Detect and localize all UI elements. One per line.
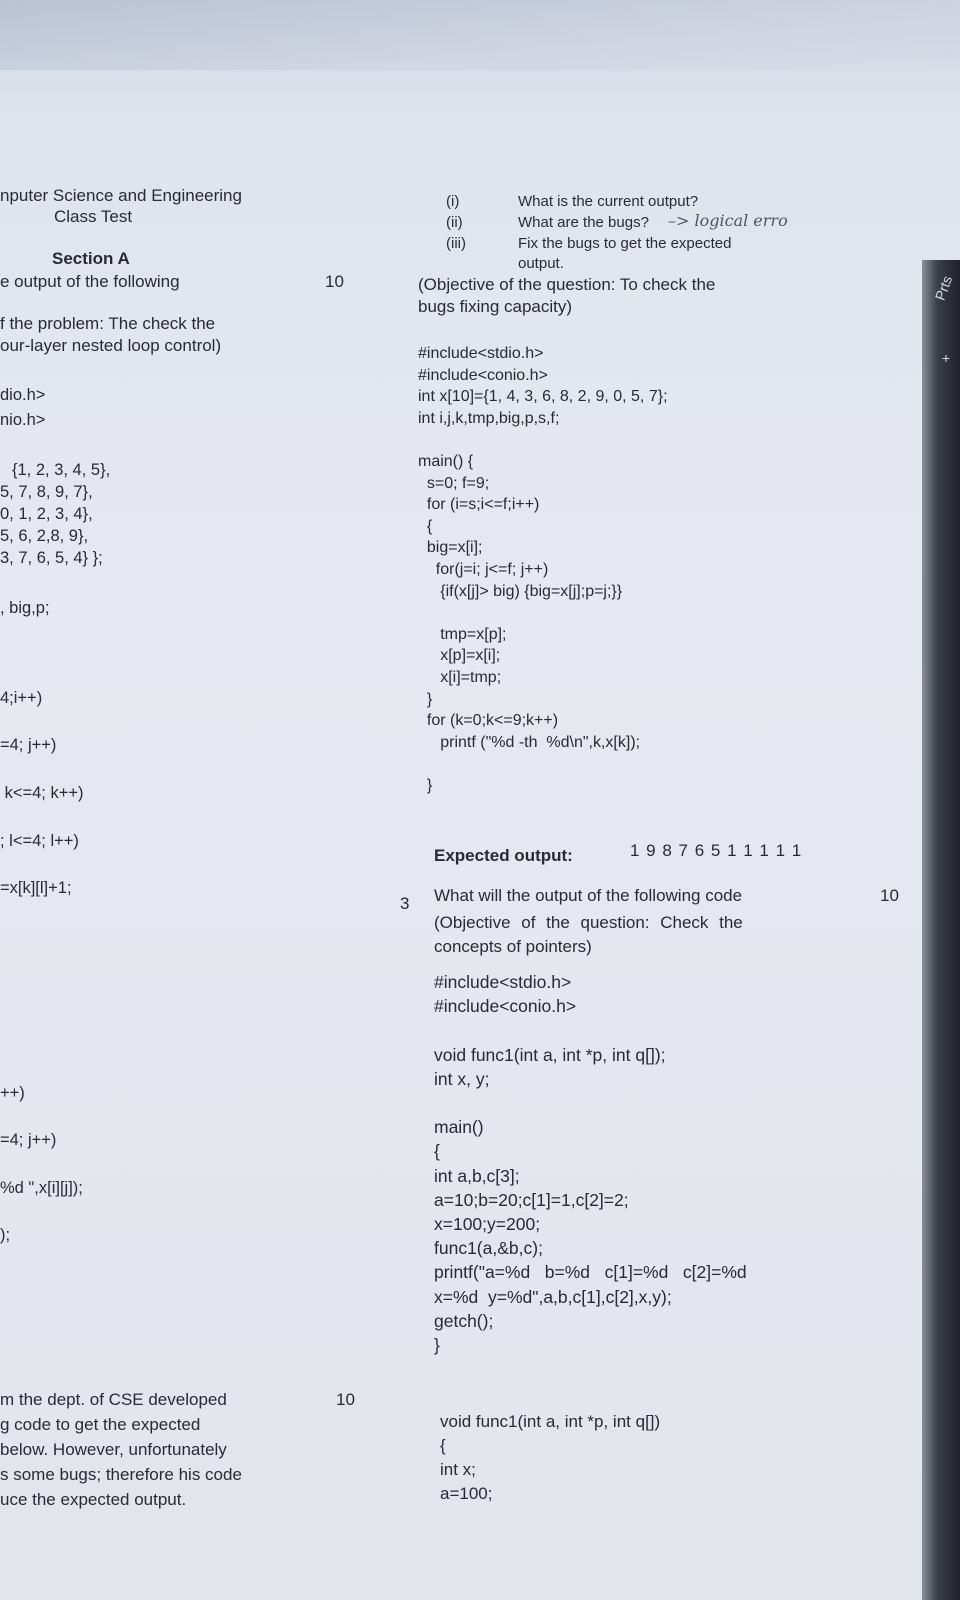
code-line: ++): [0, 1084, 25, 1102]
code-line: k<=4; k++): [0, 784, 84, 802]
q3-objective-line2: concepts of pointers): [434, 937, 592, 956]
code-line: =4; j++): [0, 736, 57, 754]
code-line: int a,b,c[3];: [434, 1165, 520, 1186]
subq-text: What are the bugs?: [518, 214, 649, 231]
q3-number: 3: [400, 894, 410, 913]
code-line: int x;: [440, 1460, 476, 1479]
paper-fold-shadow: [0, 0, 960, 70]
code-line: #include<conio.h>: [418, 366, 548, 384]
code-line: x=%d y=%d",a,b,c[1],c[2],x,y);: [434, 1286, 672, 1307]
code-line: big=x[i];: [418, 539, 483, 557]
code-line: ; l<=4; l++): [0, 832, 79, 850]
code-line: a=100;: [440, 1484, 493, 1503]
q1-objective-line2: our-layer nested loop control): [0, 336, 222, 355]
code-line: nio.h>: [0, 411, 46, 429]
q2-objective-line2: bugs fixing capacity): [418, 297, 573, 316]
subq-text-cont: output.: [518, 255, 564, 272]
q1-prompt: e output of the following: [0, 272, 180, 291]
code-line: for (k=0;k<=9;k++): [418, 712, 559, 730]
code-line: printf ("%d -th %d\n",k,x[k]);: [418, 733, 641, 751]
code-line: func1(a,&b,c);: [434, 1238, 543, 1259]
code-line: for (i=s;i<=f;i++): [418, 496, 540, 514]
expected-output-label: Expected output:: [434, 846, 573, 865]
q3-prompt: What will the output of the following code: [434, 886, 743, 905]
code-line: s=0; f=9;: [418, 474, 490, 492]
subq-text: Fix the bugs to get the expected: [518, 235, 732, 252]
q2-objective-line1: (Objective of the question: To check the: [418, 275, 716, 294]
code-line: 5, 7, 8, 9, 7},: [0, 483, 93, 501]
background-edge: [922, 260, 960, 1600]
code-line: int x, y;: [434, 1068, 490, 1089]
code-line: void func1(int a, int *p, int q[]): [440, 1412, 661, 1431]
code-line: for(j=i; j<=f; j++): [418, 561, 549, 578]
q3-marks: 10: [880, 886, 899, 905]
code-line: {if(x[j]> big) {big=x[j];p=j;}}: [418, 582, 623, 600]
code-line: #include<stdio.h>: [418, 345, 544, 362]
code-line: x=100;y=200;: [434, 1214, 541, 1234]
code-line: #include<stdio.h>: [434, 972, 572, 992]
code-line: int x[10]={1, 4, 3, 6, 8, 2, 9, 0, 5, 7};: [418, 388, 668, 406]
code-line: =4; j++): [0, 1131, 57, 1149]
subq-number: (i): [446, 193, 460, 210]
code-line: }: [418, 690, 433, 708]
code-line: x[i]=tmp;: [418, 669, 502, 686]
section-heading: Section A: [52, 249, 130, 268]
q2-marks: 10: [336, 1390, 355, 1409]
code-line: , big,p;: [0, 599, 50, 617]
q1-objective-line1: f the problem: The check the: [0, 314, 216, 333]
code-line: }: [418, 777, 433, 794]
code-line: tmp=x[p];: [418, 625, 507, 643]
q2-line: g code to get the expected: [0, 1415, 201, 1434]
edge-label: Prts: [931, 273, 956, 303]
code-line: 4;i++): [0, 689, 43, 707]
code-line: printf("a=%d b=%d c[1]=%d c[2]=%d: [434, 1262, 747, 1283]
code-line: {: [434, 1141, 440, 1162]
q3-objective-line1: (Objective of the question: Check the: [434, 913, 743, 932]
handwritten-note: –> logical erro: [668, 211, 788, 230]
code-line: #include<conio.h>: [434, 996, 577, 1017]
subq-number: (ii): [446, 214, 463, 231]
code-line: dio.h>: [0, 386, 46, 404]
q1-marks: 10: [325, 272, 344, 291]
subq-text: What is the current output?: [518, 193, 699, 210]
code-line: =x[k][l]+1;: [0, 879, 72, 897]
code-line: 3, 7, 6, 5, 4} };: [0, 549, 103, 567]
code-line: {: [418, 517, 433, 535]
q2-line: below. However, unfortunately: [0, 1440, 227, 1459]
edge-mark: +: [941, 350, 950, 366]
code-line: }: [434, 1335, 440, 1355]
code-line: getch();: [434, 1310, 494, 1331]
code-line: a=10;b=20;c[1]=1,c[2]=2;: [434, 1189, 629, 1210]
q2-line: uce the expected output.: [0, 1490, 187, 1509]
q2-line: m the dept. of CSE developed: [0, 1390, 227, 1409]
expected-output-value: 1 9 8 7 6 5 1 1 1 1 1: [630, 841, 803, 860]
code-line: int i,j,k,tmp,big,p,s,f;: [418, 409, 560, 427]
code-line: 5, 6, 2,8, 9},: [0, 527, 89, 545]
code-line: main(): [434, 1117, 484, 1138]
code-line: %d ",x[i][j]);: [0, 1179, 83, 1197]
code-line: );: [0, 1226, 11, 1244]
q2-line: s some bugs; therefore his code: [0, 1465, 242, 1484]
code-line: {: [440, 1436, 446, 1455]
exam-title: Class Test: [54, 207, 133, 226]
code-line: 0, 1, 2, 3, 4},: [0, 505, 93, 523]
code-line: x[p]=x[i];: [418, 647, 501, 665]
code-line: main() {: [418, 453, 474, 470]
department-header: nputer Science and Engineering: [0, 186, 242, 205]
code-line: {1, 2, 3, 4, 5},: [12, 461, 111, 479]
subq-number: (iii): [446, 235, 466, 252]
code-line: void func1(int a, int *p, int q[]);: [434, 1044, 666, 1065]
